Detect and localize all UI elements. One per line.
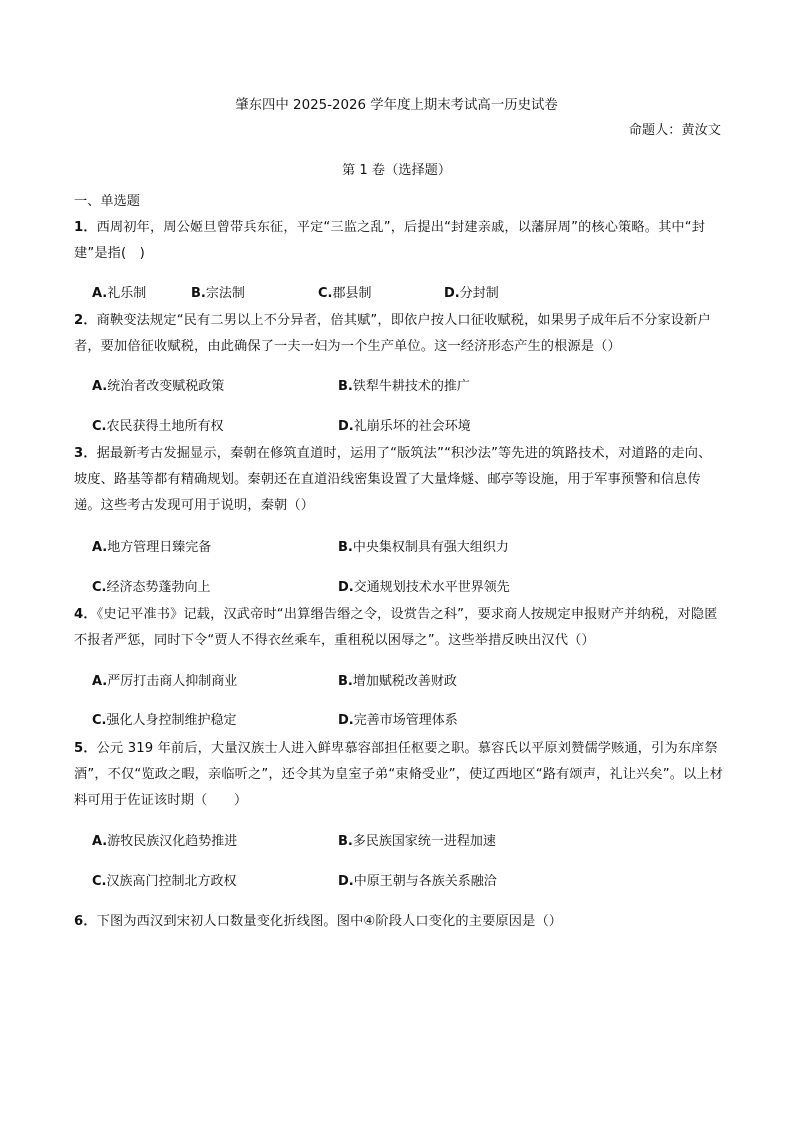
- question-stem: 下图为西汉到宋初人口数量变化折线图。图中④阶段人口变化的主要原因是（）: [96, 914, 563, 929]
- option-c[interactable]: C.农民获得土地所有权: [92, 419, 224, 434]
- option-b[interactable]: B.宗法制: [191, 286, 245, 301]
- option-a[interactable]: A.游牧民族汉化趋势推进: [92, 834, 238, 849]
- question-6: [74, 909, 724, 935]
- question-4: [74, 602, 724, 654]
- option-c[interactable]: C.强化人身控制维护稳定: [92, 713, 237, 728]
- option-d[interactable]: D.分封制: [444, 286, 499, 301]
- option-d[interactable]: D.中原王朝与各族关系融洽: [338, 874, 497, 889]
- question-number: 3．: [74, 446, 97, 461]
- option-a[interactable]: A.地方管理日臻完备: [92, 540, 212, 555]
- option-b[interactable]: B.多民族国家统一进程加速: [338, 834, 496, 849]
- option-c[interactable]: C.经济态势蓬勃向上: [92, 580, 211, 595]
- question-stem: 西周初年，周公姬旦曾带兵东征，平定“三监之乱”，后提出“封建亲戚，以藩屏周”的核心策略。其中“封建”是指( ): [74, 220, 706, 261]
- option-b[interactable]: B.增加赋税改善财政: [338, 674, 457, 689]
- question-2: [74, 308, 724, 360]
- question-3: [74, 441, 724, 519]
- question-stem: 《史记平准书》记载，汉武帝时“出算缗告缗之令，设赏告之科”，要求商人按规定申报财产并纳税，对隐匿不报者严惩，同时下令“贾人不得衣丝乘车，重租税以困辱之”。这些举措反映出汉代（）: [74, 607, 718, 648]
- option-c[interactable]: C.汉族高门控制北方政权: [92, 874, 237, 889]
- option-a[interactable]: A.严厉打击商人抑制商业: [92, 674, 238, 689]
- part-heading: 第 1 卷（选择题）: [341, 163, 452, 178]
- exam-author: 命题人：黄汝文: [628, 123, 721, 138]
- question-number: 4．: [74, 607, 97, 622]
- question-stem: 据最新考古发掘显示，秦朝在修筑直道时，运用了“版筑法”“积沙法”等先进的筑路技术，对道路的走向、坡度、路基等都有精确规划。秦朝还在直道沿线密集设置了大量烽燧、邮亭等设施，用于军事预警和信息传递。这些考古发现可用于说明，秦朝（）: [74, 446, 712, 513]
- option-d[interactable]: D.礼崩乐坏的社会环境: [338, 419, 471, 434]
- question-5: [74, 736, 724, 814]
- question-1: [74, 215, 724, 267]
- option-c[interactable]: C.郡县制: [318, 286, 372, 301]
- question-number: 5．: [74, 741, 97, 756]
- question-number: 2．: [74, 313, 97, 328]
- option-b[interactable]: B.铁犁牛耕技术的推广: [338, 379, 470, 394]
- exam-title: 肇东四中 2025-2026 学年度上期末考试高一历史试卷: [235, 98, 558, 113]
- question-stem: 商鞅变法规定“民有二男以上不分异者，倍其赋”，即依户按人口征收赋税，如果男子成年后不分家设新户者，要加倍征收赋税，由此确保了一夫一妇为一个生产单位。这一经济形态产生的根源是（）: [74, 313, 711, 354]
- option-d[interactable]: D.交通规划技术水平世界领先: [338, 580, 510, 595]
- question-number: 1．: [74, 220, 97, 235]
- question-stem: 公元 319 年前后，大量汉族士人进入鲜卑慕容部担任枢要之职。慕容氏以平原刘赞儒学赅通，引为东庠祭酒”，不仅“览政之暇，亲临听之”，还令其为皇室子弟“束脩受业”，使辽西地区“路有颂声，礼让兴矣”。以上材料可用于佐证该时期（ ）: [74, 741, 724, 808]
- option-d[interactable]: D.完善市场管理体系: [338, 713, 458, 728]
- option-a[interactable]: A.统治者改变赋税政策: [92, 379, 225, 394]
- option-b[interactable]: B.中央集权制具有强大组织力: [338, 540, 509, 555]
- option-a[interactable]: A.礼乐制: [92, 286, 147, 301]
- question-number: 6．: [74, 914, 97, 929]
- section-heading: 一、单选题: [74, 194, 140, 209]
